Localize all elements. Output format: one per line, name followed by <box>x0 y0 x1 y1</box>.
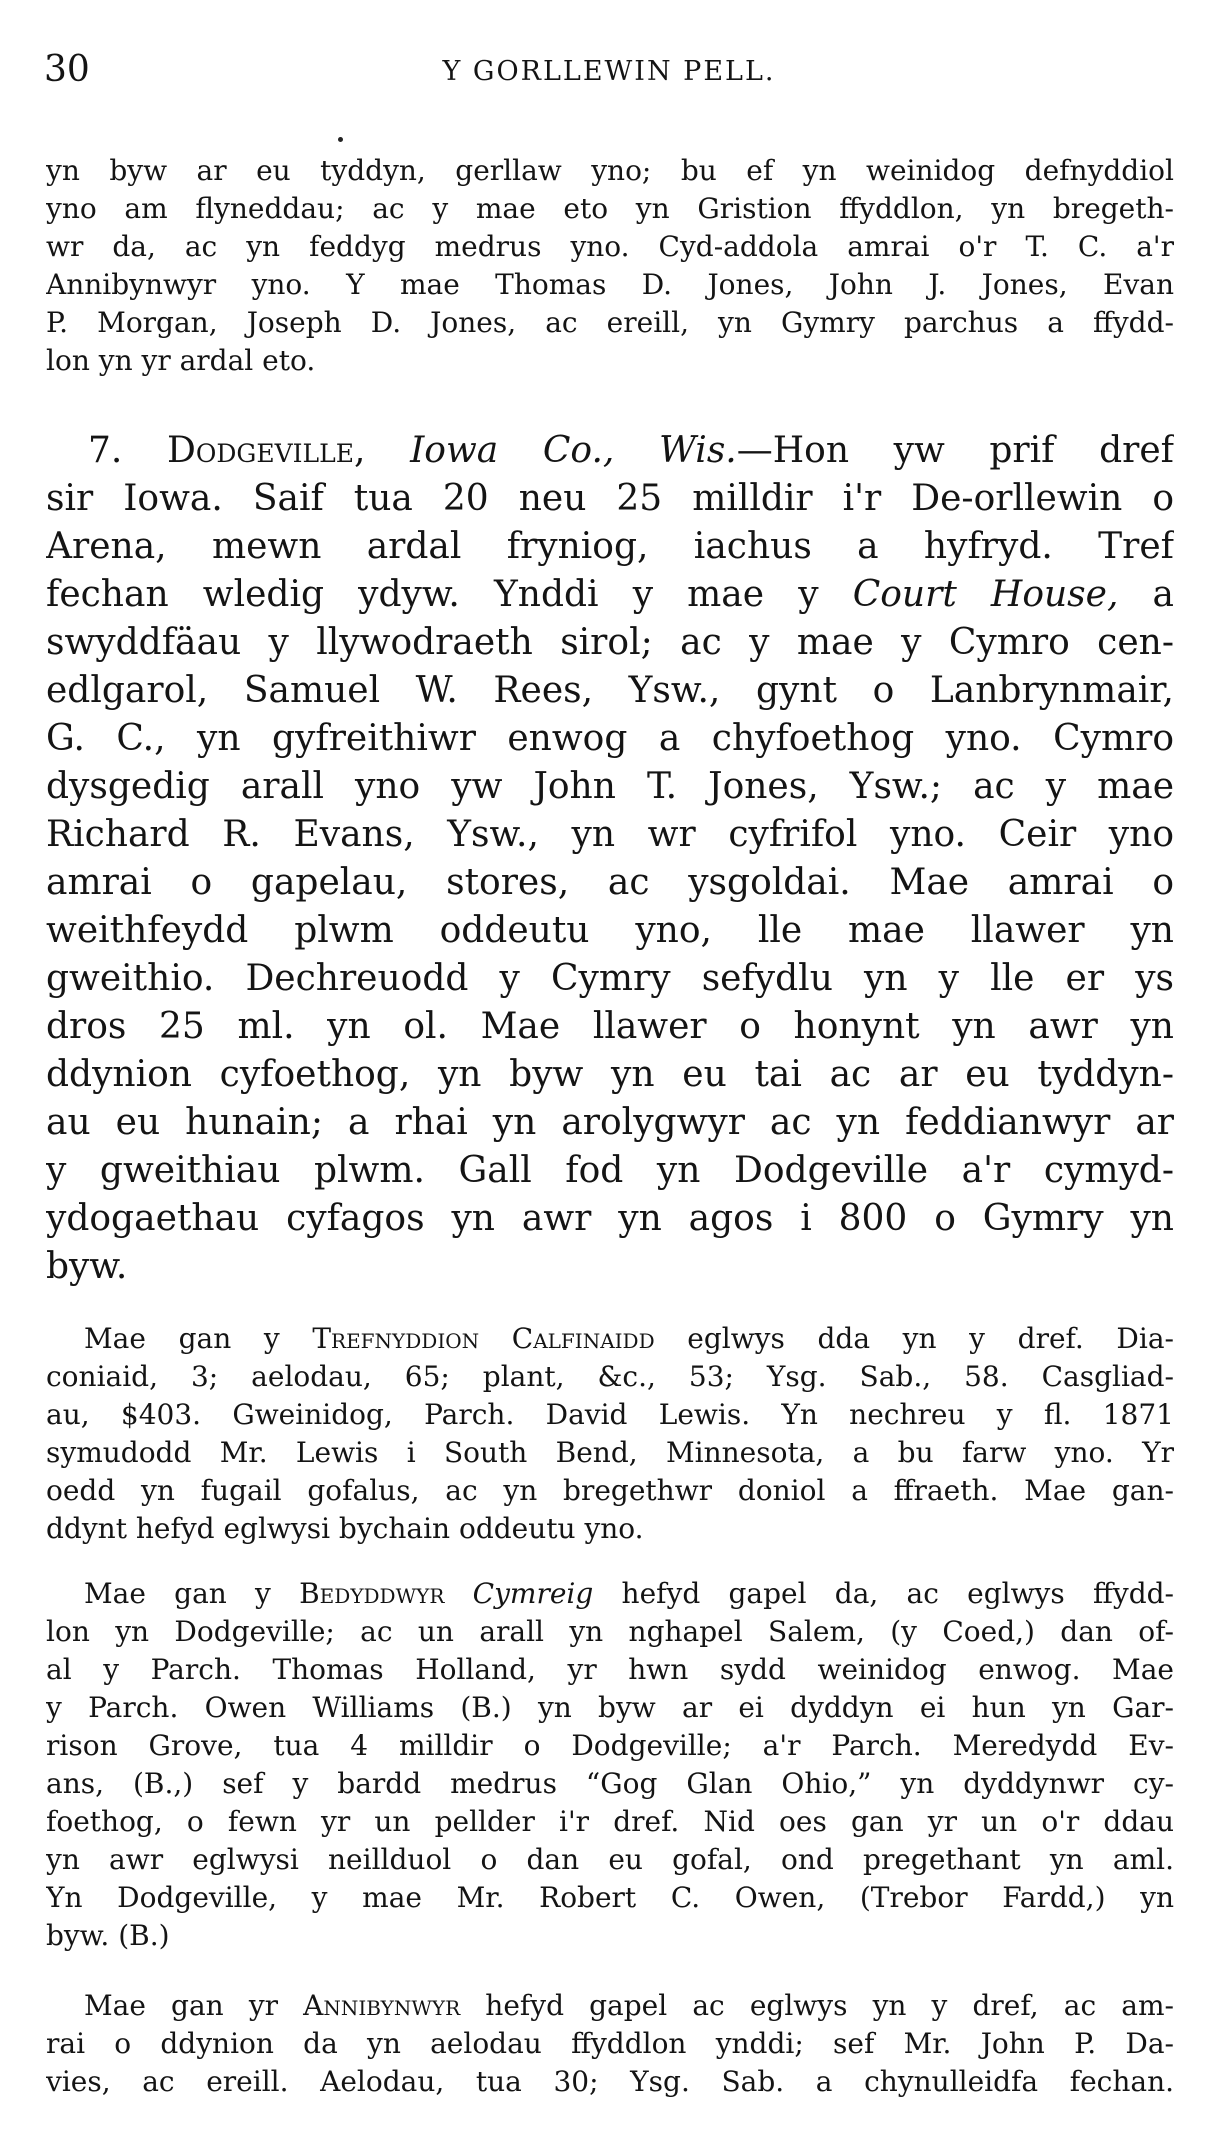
dodgeville-line: Arena, mewn ardal fryniog, iachus a hyfryd. Tref <box>46 526 1174 567</box>
page-number: 30 <box>44 49 90 90</box>
cymreig-text: Cymreig <box>444 1577 594 1610</box>
dodgeville-line: G. C., yn gyfreithiwr enwog a chyfoethog yno. Cymro <box>46 718 1174 759</box>
dodgeville-line: dysgedig arall yno yw John T. Jones, Ysw.; ac y mae <box>46 766 1174 807</box>
denomination-name: Trefnyddion Calfinaidd <box>312 1322 655 1355</box>
dodgeville-line: au eu hunain; a rhai yn arolygwyr ac yn feddianwyr ar <box>46 1102 1174 1143</box>
dodgeville-line: dros 25 ml. yn ol. Mae llawer o honynt yn awr yn <box>46 1006 1174 1047</box>
para1-line: P. Morgan, Joseph D. Jones, ac ereill, yn Gymry parchus a ffydd- <box>46 306 1174 339</box>
para1-line: yno am flyneddau; ac y mae eto yn Gristion ffyddlon, yn bregeth- <box>46 192 1174 225</box>
calvinist-line: oedd yn fugail gofalus, ac yn bregethwr doniol a ffraeth. Mae gan- <box>46 1474 1174 1507</box>
text-run: a <box>1118 574 1174 615</box>
calvinist-line: coniaid, 3; aelodau, 65; plant, &c., 53; Ysg. Sab., 58. Casgliad- <box>46 1360 1174 1393</box>
dodgeville-line: ydogaethau cyfagos yn awr yn agos i 800 o Gymry yn <box>46 1198 1174 1239</box>
dodgeville-line: swyddfäau y llywodraeth sirol; ac y mae y Cymro cen- <box>46 622 1174 663</box>
independent-line: vies, ac ereill. Aelodau, tua 30; Ysg. Sab. a chynulleidfa fechan. <box>46 2065 1174 2098</box>
dodgeville-line: gweithio. Dechreuodd y Cymry sefydlu yn y lle er ys <box>46 958 1174 999</box>
baptist-line: byw. (B.) <box>46 1919 170 1952</box>
text-run: hefyd gapel ac eglwys yn y dref, ac am- <box>460 1989 1174 2022</box>
dodgeville-line: edlgarol, Samuel W. Rees, Ysw., gynt o Lanbrynmair, <box>46 670 1174 711</box>
text-run: eglwys dda yn y dref. Dia- <box>654 1322 1174 1355</box>
para1-line: yn byw ar eu tyddyn, gerllaw yno; bu ef yn weinidog defnyddiol <box>46 154 1174 187</box>
page-header <box>44 48 1174 96</box>
baptist-line: al y Parch. Thomas Holland, yr hwn sydd weinidog enwog. Mae <box>46 1653 1174 1686</box>
text-run: Mae gan y <box>84 1322 313 1355</box>
baptist-line: y Parch. Owen Williams (B.) yn byw ar ei dyddyn ei hun yn Gar- <box>46 1691 1174 1724</box>
denomination-name: Bedyddwyr <box>299 1577 445 1610</box>
baptist-line: ans, (B.,) sef y bardd medrus “Gog Glan Ohio,” yn dyddynwr cy- <box>46 1767 1174 1800</box>
dodgeville-heading-line <box>88 427 1174 475</box>
heading-text: —Hon yw prif dref <box>736 430 1174 471</box>
calvinist-line: ddynt hefyd eglwysi bychain oddeutu yno. <box>46 1512 644 1545</box>
baptist-line <box>84 1575 1174 1613</box>
section-number: 7. <box>88 430 123 471</box>
text-run: fechan wledig ydyw. Ynddi y mae y <box>46 574 853 615</box>
baptist-line: foethog, o fewn yr un pellder i'r dref. Nid oes gan yr un o'r ddau <box>46 1805 1174 1838</box>
dodgeville-line: byw. <box>46 1246 128 1287</box>
para1-line: wr da, ac yn feddyg medrus yno. Cyd-addola amrai o'r T. C. a'r <box>46 230 1174 263</box>
para1-line: lon yn yr ardal eto. <box>46 344 316 377</box>
dodgeville-line: Richard R. Evans, Ysw., yn wr cyfrifol yno. Ceir yno <box>46 814 1174 855</box>
calvinist-line <box>84 1320 1174 1358</box>
independent-line: rai o ddynion da yn aelodau ffyddlon ynddi; sef Mr. John P. Da- <box>46 2027 1174 2060</box>
text-run: hefyd gapel da, ac eglwys ffydd- <box>593 1577 1174 1610</box>
baptist-line: yn awr eglwysi neillduol o dan eu gofal, ond pregethant yn aml. <box>46 1843 1174 1876</box>
dodgeville-line: ddynion cyfoethog, yn byw yn eu tai ac ar eu tyddyn- <box>46 1054 1174 1095</box>
baptist-line: Yn Dodgeville, y mae Mr. Robert C. Owen, (Trebor Fardd,) yn <box>46 1881 1174 1914</box>
text-run: Mae gan yr <box>84 1989 304 2022</box>
independent-line <box>84 1987 1174 2025</box>
baptist-line: rison Grove, tua 4 milldir o Dodgeville; a'r Parch. Meredydd Ev- <box>46 1729 1174 1762</box>
dodgeville-line <box>46 571 1174 619</box>
dodgeville-line: amrai o gapelau, stores, ac ysgoldai. Mae amrai o <box>46 862 1174 903</box>
calvinist-line: symudodd Mr. Lewis i South Bend, Minnesota, a bu farw yno. Yr <box>46 1436 1174 1469</box>
dodgeville-line: weithfeydd plwm oddeutu yno, lle mae llawer yn <box>46 910 1174 951</box>
baptist-line: lon yn Dodgeville; ac un arall yn nghapel Salem, (y Coed,) dan of- <box>46 1615 1174 1648</box>
para1-line: Annibynwyr yno. Y mae Thomas D. Jones, John J. Jones, Evan <box>46 268 1174 301</box>
town-name: Dodgeville, <box>166 430 366 471</box>
ink-speck <box>338 137 343 142</box>
court-house-text: Court House, <box>852 574 1119 615</box>
text-run: Mae gan y <box>84 1577 300 1610</box>
dodgeville-line: y gweithiau plwm. Gall fod yn Dodgeville a'r cymyd- <box>46 1150 1174 1191</box>
calvinist-line: au, $403. Gweinidog, Parch. David Lewis. Yn nechreu y fl. 1871 <box>46 1398 1174 1431</box>
denomination-name: Annibynwyr <box>303 1989 461 2022</box>
running-title: Y GORLLEWIN PELL. <box>442 56 776 87</box>
dodgeville-line: sir Iowa. Saif tua 20 neu 25 milldir i'r De-orllewin o <box>46 478 1174 519</box>
county-name: Iowa Co., Wis. <box>410 430 737 471</box>
